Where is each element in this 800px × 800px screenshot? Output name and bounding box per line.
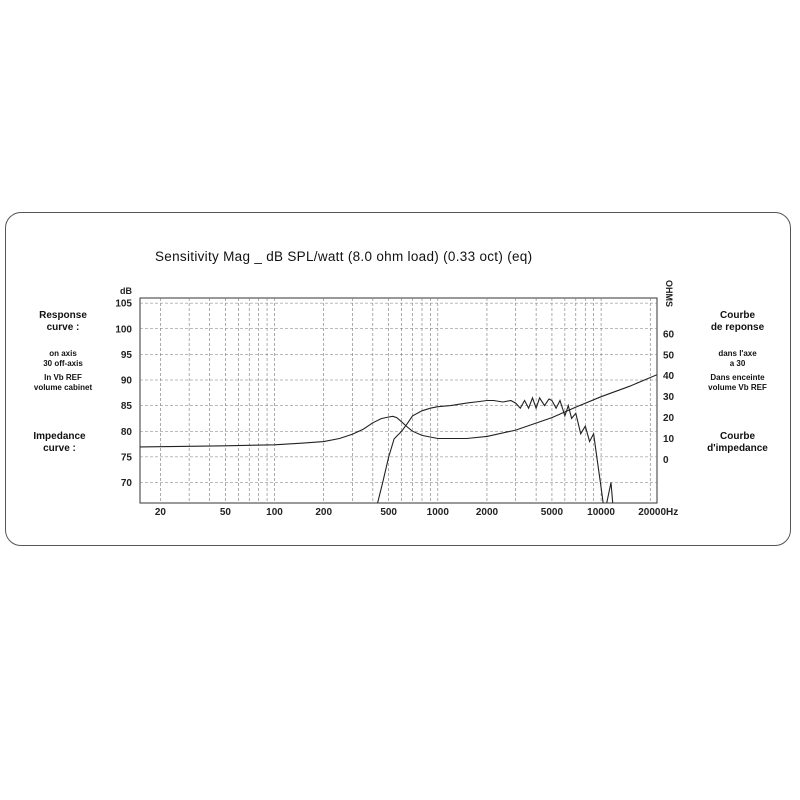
on-axis-label: on axis (49, 349, 77, 358)
response-title-a: Response (39, 310, 87, 321)
y-right-tick-label: 60 (663, 329, 675, 341)
y-right-axis-label: OHMS (664, 280, 674, 307)
y-left-axis-label: dB (120, 286, 132, 296)
y-left-tick-label: 80 (120, 426, 132, 438)
y-right-tick-label: 50 (663, 350, 675, 362)
chart-title: Sensitivity Mag _ dB SPL/watt (8.0 ohm load) (0.33 oct) (eq) (155, 249, 533, 264)
x-tick-label: 20000Hz (638, 507, 679, 518)
vb-ref-label: In Vb REF (44, 373, 82, 382)
courbe-title-b: de reponse (710, 322, 765, 333)
x-tick-label: 500 (380, 507, 398, 518)
x-tick-label: 2000 (475, 507, 499, 518)
y-left-tick-label: 95 (120, 349, 132, 361)
x-tick-label: 50 (219, 507, 231, 518)
impedance-title-a: Impedance (33, 431, 86, 442)
y-left-tick-label: 85 (120, 401, 132, 413)
response-title-b: curve : (46, 322, 80, 333)
y-left-tick-label: 105 (115, 298, 132, 310)
x-tick-label: 1000 (426, 507, 449, 518)
y-left-tick-label: 75 (120, 452, 132, 464)
impedance-title-b: curve : (43, 443, 76, 454)
volume-vb-label: volume Vb REF (708, 383, 767, 392)
y-left-tick-label: 100 (115, 324, 132, 336)
x-tick-label: 100 (266, 507, 283, 518)
y-right-tick-label: 30 (663, 392, 675, 404)
courbe-title-a: Courbe (720, 310, 755, 321)
y-left-tick-label: 90 (120, 375, 132, 387)
x-tick-label: 200 (315, 507, 333, 518)
y-right-tick-label: 20 (663, 413, 675, 425)
a30-label: a 30 (729, 359, 746, 368)
y-right-tick-label: 10 (663, 434, 675, 446)
dans-enceinte-label: Dans enceinte (710, 373, 765, 382)
x-tick-label: 20 (154, 507, 166, 518)
off-axis-label: 30 off-axis (43, 359, 83, 368)
imp-title-a: Courbe (720, 431, 755, 442)
imp-title-b: d'impedance (707, 443, 768, 454)
response-curve-line (376, 398, 614, 519)
x-tick-label: 5000 (540, 507, 564, 518)
volume-cabinet-label: volume cabinet (33, 383, 93, 392)
y-left-tick-label: 70 (120, 478, 132, 489)
y-right-tick-label: 40 (663, 371, 675, 383)
x-tick-label: 10000 (587, 507, 615, 518)
dans-axe-label: dans l'axe (718, 349, 757, 358)
impedance-curve-line (140, 375, 657, 447)
y-right-tick-label: 0 (663, 454, 669, 466)
